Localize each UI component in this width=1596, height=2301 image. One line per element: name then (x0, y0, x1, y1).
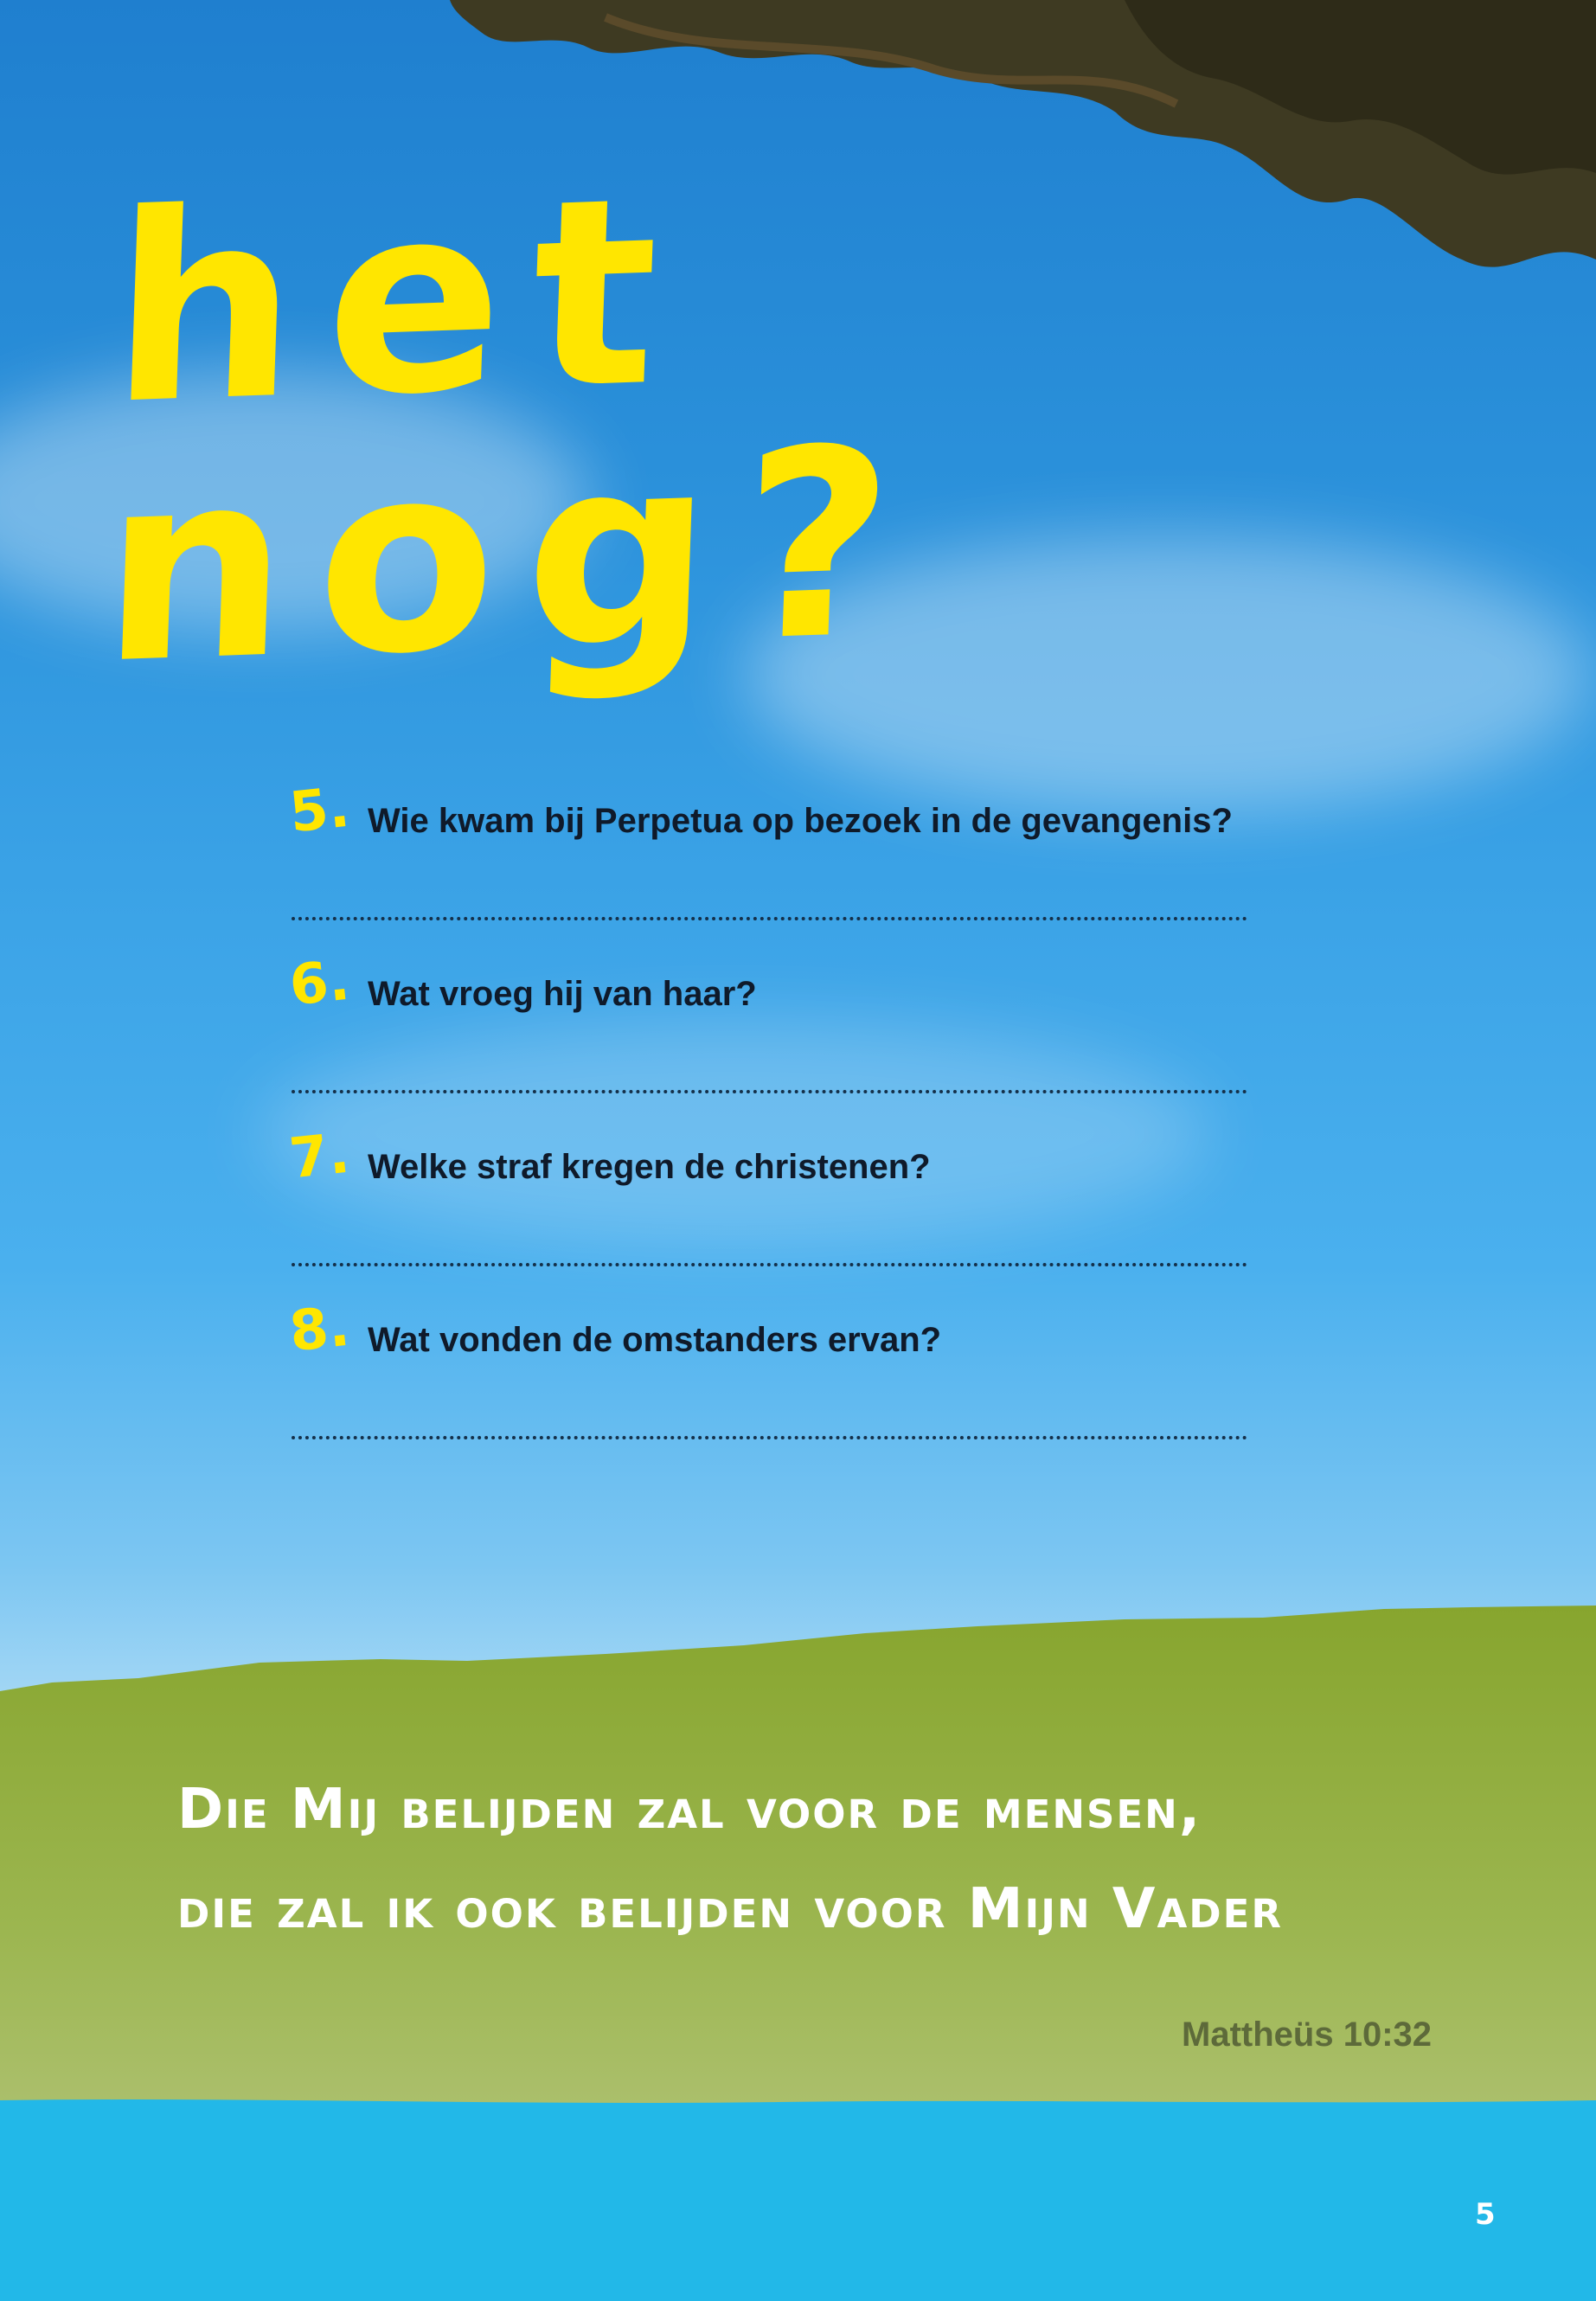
question-number: 5. (286, 775, 353, 846)
verse-reference: Mattheüs 10:32 (1182, 2016, 1432, 2054)
question-item (286, 775, 1259, 956)
bible-verse (177, 1760, 1492, 1959)
verse-line: die zal ik ook belijden voor Mijn Vader (177, 1877, 1284, 1941)
question-text: Welke straf kregen de christenen? (368, 1148, 931, 1186)
question-number: 6. (286, 948, 353, 1019)
verse-line: Die Mij belijden zal voor de mensen, (177, 1778, 1202, 1842)
answer-line (292, 1263, 1247, 1266)
question-item (286, 1121, 1259, 1302)
answer-line (292, 917, 1247, 920)
question-item (286, 948, 1259, 1129)
page-number: 5 (1475, 2197, 1496, 2232)
question-number: 7. (286, 1121, 353, 1192)
question-text: Wie kwam bij Perpetua op bezoek in de gevangenis? (368, 802, 1233, 840)
question-number: 8. (286, 1294, 353, 1365)
question-text: Wat vroeg hij van haar? (368, 975, 757, 1013)
page-title: het nog? (98, 139, 927, 721)
question-item (286, 1294, 1259, 1475)
answer-line (292, 1436, 1247, 1439)
question-text: Wat vonden de omstanders ervan? (368, 1321, 942, 1359)
question-list (286, 775, 1259, 1475)
answer-line (292, 1090, 1247, 1093)
